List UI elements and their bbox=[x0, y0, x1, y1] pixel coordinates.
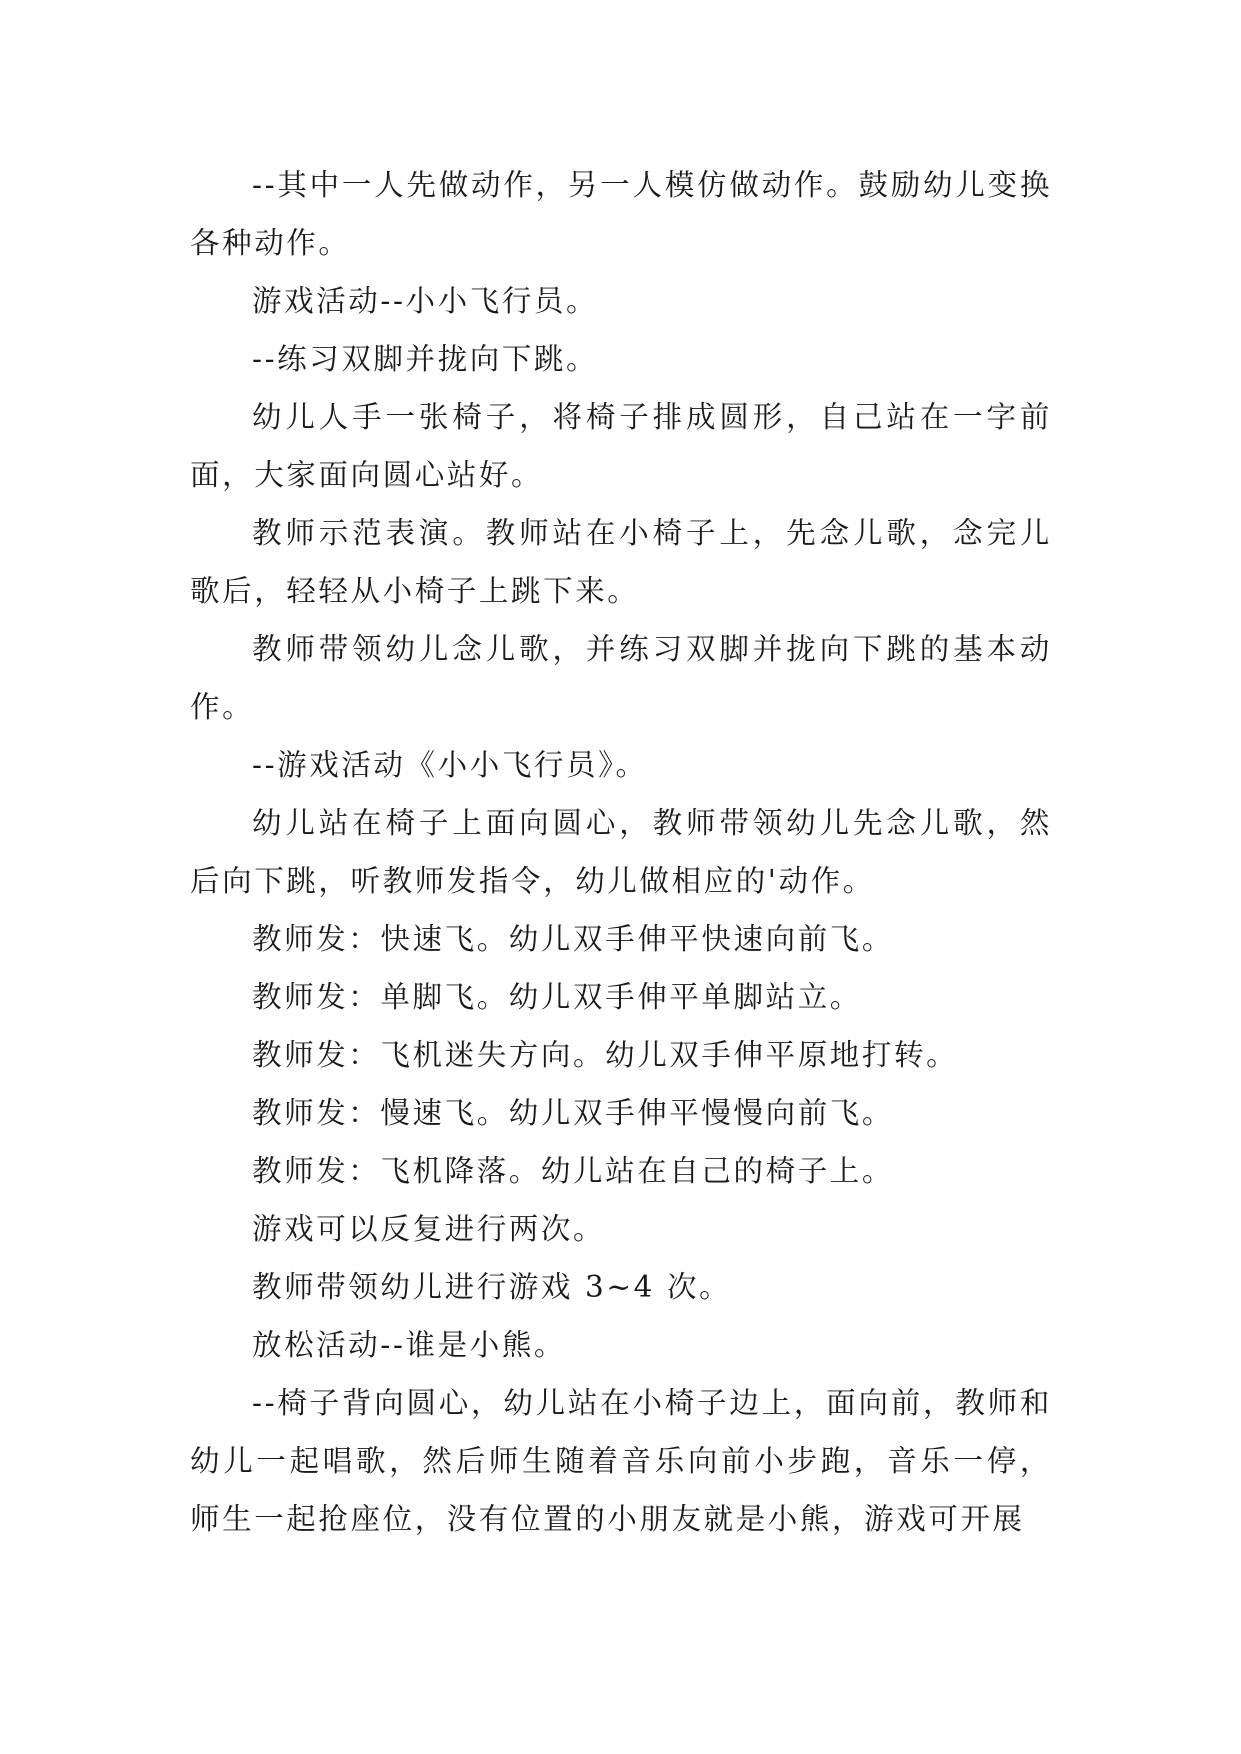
paragraph: 教师示范表演。教师站在小椅子上，先念儿歌，念完儿歌后，轻轻从小椅子上跳下来。 bbox=[190, 516, 1052, 608]
paragraph: 教师带领幼儿念儿歌，并练习双脚并拢向下跳的基本动作。 bbox=[190, 632, 1052, 724]
paragraph: 游戏可以反复进行两次。 bbox=[252, 1212, 606, 1246]
instruction-line: 教师发：飞机降落。幼儿站在自己的椅子上。 bbox=[252, 1154, 895, 1188]
paragraph: 幼儿站在椅子上面向圆心，教师带领幼儿先念儿歌，然后向下跳，听教师发指令，幼儿做相应的'动作。 bbox=[190, 806, 1052, 898]
instruction-line: 教师发：快速飞。幼儿双手伸平快速向前飞。 bbox=[252, 922, 895, 956]
paragraph: 幼儿人手一张椅子，将椅子排成圆形，自己站在一字前面，大家面向圆心站好。 bbox=[190, 400, 1052, 492]
section-heading: 游戏活动--小小飞行员。 bbox=[252, 284, 599, 318]
document-body bbox=[190, 156, 1052, 1548]
section-heading: 放松活动--谁是小熊。 bbox=[252, 1328, 567, 1362]
instruction-line: 教师发：单脚飞。幼儿双手伸平单脚站立。 bbox=[252, 980, 862, 1014]
instruction-line: 教师发：慢速飞。幼儿双手伸平慢慢向前飞。 bbox=[252, 1096, 895, 1130]
instruction-line: 教师发：飞机迷失方向。幼儿双手伸平原地打转。 bbox=[252, 1038, 959, 1072]
paragraph: --游戏活动《小小飞行员》。 bbox=[252, 748, 648, 782]
paragraph: --椅子背向圆心，幼儿站在小椅子边上，面向前，教师和幼儿一起唱歌，然后师生随着音乐向前小步跑，音乐一停，师生一起抢座位，没有位置的小朋友就是小熊，游戏可开展 bbox=[190, 1386, 1052, 1536]
paragraph: 教师带领幼儿进行游戏 3~4 次。 bbox=[252, 1270, 732, 1304]
paragraph: --练习双脚并拢向下跳。 bbox=[252, 342, 599, 376]
paragraph: --其中一人先做动作，另一人模仿做动作。鼓励幼儿变换各种动作。 bbox=[190, 168, 1052, 260]
